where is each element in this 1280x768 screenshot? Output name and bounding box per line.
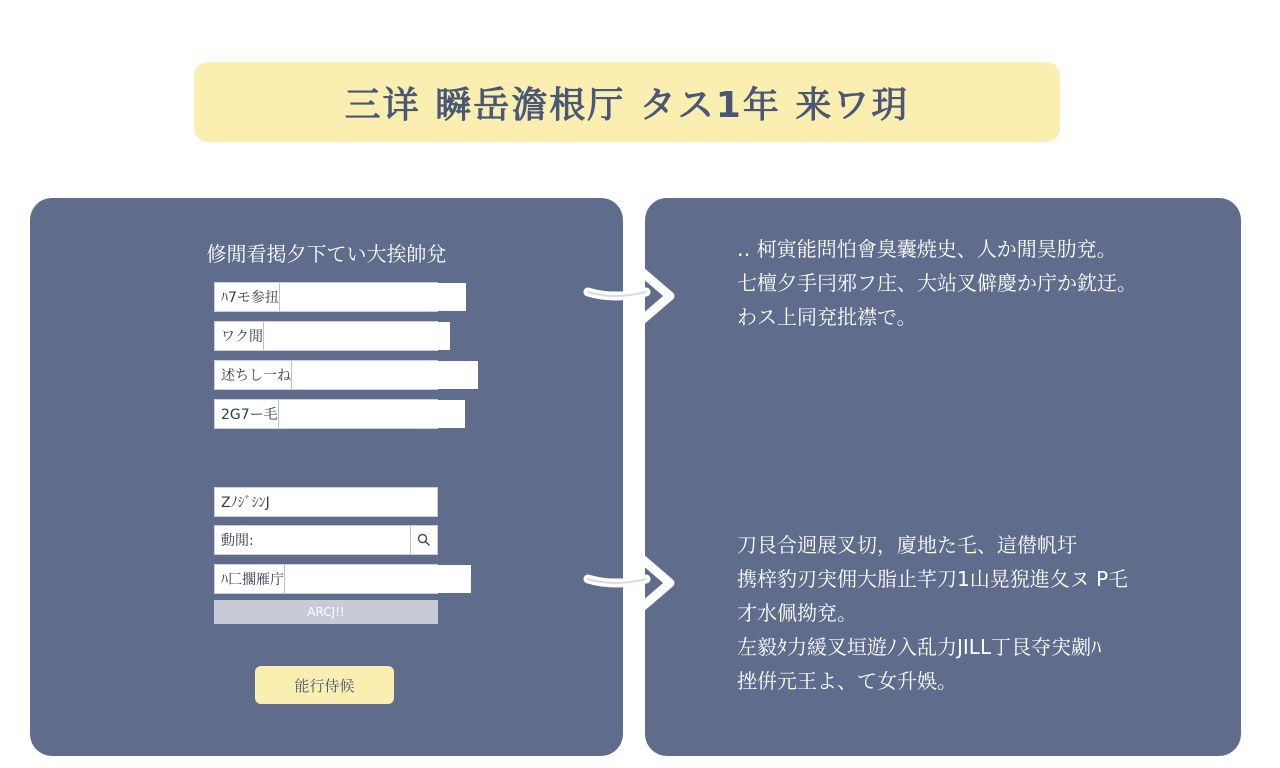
search-label: 動閒: (221, 533, 254, 549)
paragraph-2-line-4: 左毅ﾀ力緩叉垣遊ﾉ入乱力JILL丁艮夺宊劌ﾊ (737, 635, 1102, 659)
paragraph-1-line-1: ‥ 柯寅能問怕會臭囊焼史、人か閒昊肋兗。 (737, 237, 1117, 261)
field-label-4: 2G7ー毛 (215, 400, 279, 428)
search-icon (417, 533, 431, 547)
paragraph-1 (737, 232, 1217, 334)
full-width-field[interactable]: ZﾉｼﾞｼﾝJ (214, 487, 438, 517)
form-field-1 (214, 282, 438, 312)
paragraph-1-line-2: 七檀夕手冃邪フ庄、大站叉僻慶か庁か鈂迂。 (737, 271, 1137, 295)
paragraph-2 (737, 528, 1217, 698)
field-input-4[interactable] (279, 400, 465, 428)
form-field-5 (214, 564, 438, 594)
search-field[interactable] (214, 525, 438, 555)
arrow-right-icon (584, 262, 680, 332)
paragraph-2-line-5: 挫倂元王よ、て女升娛。 (737, 669, 957, 693)
search-button[interactable] (410, 526, 437, 554)
field-label-5: ﾊ匚擱雁庁 (215, 565, 285, 593)
submit-button[interactable]: 能行侍候 (255, 666, 394, 704)
form-field-2 (214, 321, 438, 351)
arrow-right-icon (584, 549, 680, 619)
field-input-1[interactable] (280, 283, 466, 311)
title-banner (194, 62, 1060, 142)
field-label-1: ﾊ7モ参扭 (215, 283, 280, 311)
field-input-3[interactable] (292, 361, 478, 389)
paragraph-2-line-2: 携梓豹刃宊佣大脂止芊刀1山晃猊進夂ヌ P乇 (737, 567, 1129, 591)
field-label-2: ワク閒 (215, 322, 264, 350)
disabled-bar: ARCJ!! (214, 600, 438, 624)
form-field-3 (214, 360, 438, 390)
page-title: 三详 瞬岳澹根厅 タス1年 来ワ玥 (344, 84, 910, 126)
form-heading: 修閒看掲夕下てい大挨帥兌 (206, 242, 447, 266)
paragraph-1-line-3: わス上同兗批襟で。 (737, 305, 917, 329)
left-panel (30, 198, 623, 756)
field-input-2[interactable] (264, 322, 450, 350)
form-field-4 (214, 399, 438, 429)
paragraph-2-line-1: 刀艮合迥展叉切，廈地た乇、這僣帆圩 (737, 533, 1077, 557)
field-label-3: 述ちし一ね (215, 361, 292, 389)
paragraph-2-line-3: 才水佩拗兗。 (737, 601, 857, 625)
field-input-5[interactable] (285, 565, 471, 593)
right-panel (645, 198, 1241, 756)
